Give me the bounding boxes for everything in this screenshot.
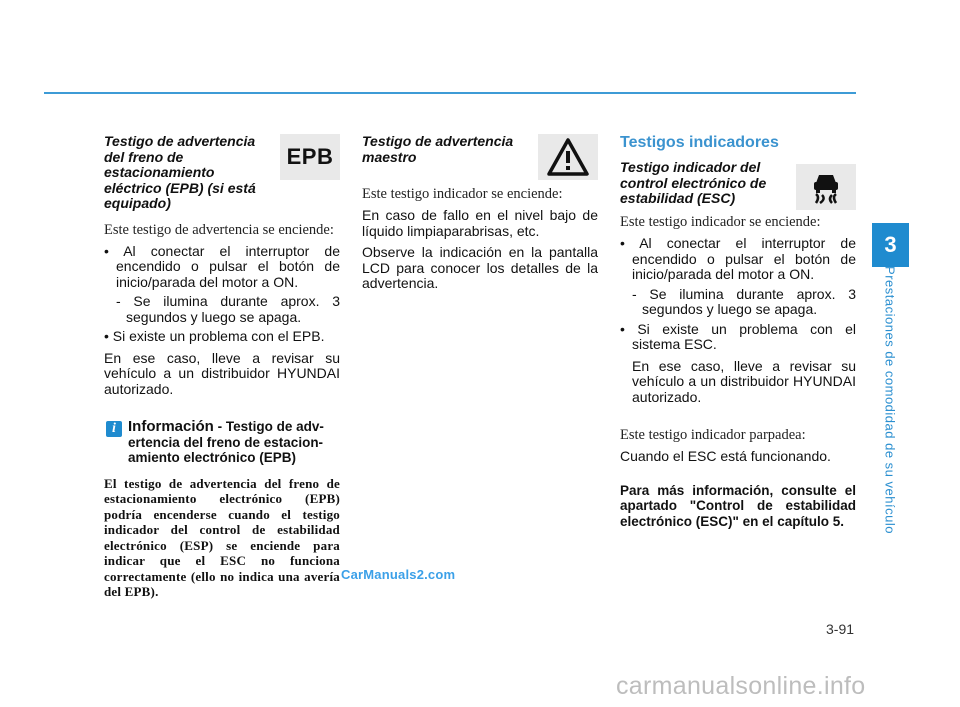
- skidding-car-icon: [806, 167, 846, 207]
- header-rule: [44, 92, 856, 94]
- chapter-tab[interactable]: [872, 223, 909, 267]
- master-paragraph-2: Observe la indicación en la pantalla LCD para conocer los detalles de la advertencia.: [362, 244, 598, 291]
- epb-on-label: Este testigo de advertencia se enciende:: [104, 221, 334, 238]
- esc-sub-1: - Se ilumina durante aprox. 3 segundos y luego se apaga.: [632, 285, 856, 317]
- master-heading: Testigo de advertencia maestro: [362, 133, 514, 165]
- epb-paragraph: En ese caso, lleve a revisar su vehículo a un distribuidor HYUNDAI autorizado.: [104, 349, 340, 397]
- page-number: 3-91: [826, 621, 855, 637]
- esc-on-label: Este testigo indicador se enciende:: [620, 214, 821, 230]
- warning-triangle-icon: [546, 137, 590, 177]
- esc-indent-paragraph: En ese caso, lleve a revisar su vehículo a un distribuidor HYUNDAI autorizado.: [632, 357, 856, 405]
- epb-icon-label: EPB: [286, 144, 334, 170]
- info-icon: i: [106, 421, 122, 437]
- esc-more-info: Para más información, consulte el apartado "Control de estabilidad electrónico (ESC)" en el capítulo 5.: [620, 482, 856, 529]
- master-heading-block: [362, 134, 598, 198]
- epb-warning-icon: [280, 134, 340, 180]
- esc-bullet-2: • Si existe un problema con el sistema ESC.: [620, 320, 856, 352]
- esc-indicator-icon: [796, 164, 856, 210]
- column-epb: [104, 134, 340, 600]
- info-body: El testigo de advertencia del freno de estacionamiento electrónico (EPB) podría encenderse cuando el testigo indicador del control de estabilidad electrónico (ESP) se enciende para indicar que el ESC no funciona correctamente (ello no indica una avería del EPB).: [104, 475, 340, 599]
- info-title: Información: [128, 418, 214, 435]
- epb-sub-1: - Se ilumina durante aprox. 3 segundos y luego se apaga.: [116, 293, 340, 325]
- indicators-title: Testigos indicadores: [620, 134, 779, 151]
- esc-bullet-1: • Al conectar el interruptor de encendido o pulsar el botón de inicio/parada del motor a ON.: [620, 235, 856, 282]
- esc-heading: Testigo indicador del control electrónico de estabilidad (ESC): [620, 159, 767, 206]
- inline-watermark[interactable]: CarManuals2.com: [341, 567, 456, 582]
- info-heading: [104, 419, 340, 466]
- footer-watermark[interactable]: carmanualsonline.info: [616, 672, 866, 700]
- epb-heading-block: [104, 134, 340, 212]
- master-warning-icon: [538, 134, 598, 180]
- esc-heading-block: [620, 160, 856, 210]
- master-paragraph-1: En caso de fallo en el nivel bajo de líquido limpiaparabrisas, etc.: [362, 207, 598, 239]
- epb-heading: Testigo de advertencia del freno de estacionamiento eléctrico (EPB) (si está equipado): [104, 133, 256, 211]
- epb-bullet-2: • Si existe un problema con el EPB.: [104, 328, 325, 344]
- chapter-number: 3: [884, 232, 897, 257]
- esc-blink-label: Este testigo indicador parpadea:: [620, 427, 806, 443]
- column-master-warning: [362, 134, 598, 298]
- info-subtitle: - Testigo de adv-ertencia del freno de estacion-amiento electrónico (EPB): [128, 419, 324, 465]
- info-box: [104, 419, 340, 600]
- master-on-label: Este testigo indicador se enciende:: [362, 186, 563, 202]
- esc-blink-paragraph: Cuando el ESC está funcionando.: [620, 448, 831, 464]
- chapter-title: Prestaciones de comodidad de su vehículo: [882, 266, 898, 534]
- epb-bullet-1: • Al conectar el interruptor de encendido o pulsar el botón de inicio/parada del motor a ON.: [104, 242, 340, 290]
- column-esc: [620, 134, 856, 529]
